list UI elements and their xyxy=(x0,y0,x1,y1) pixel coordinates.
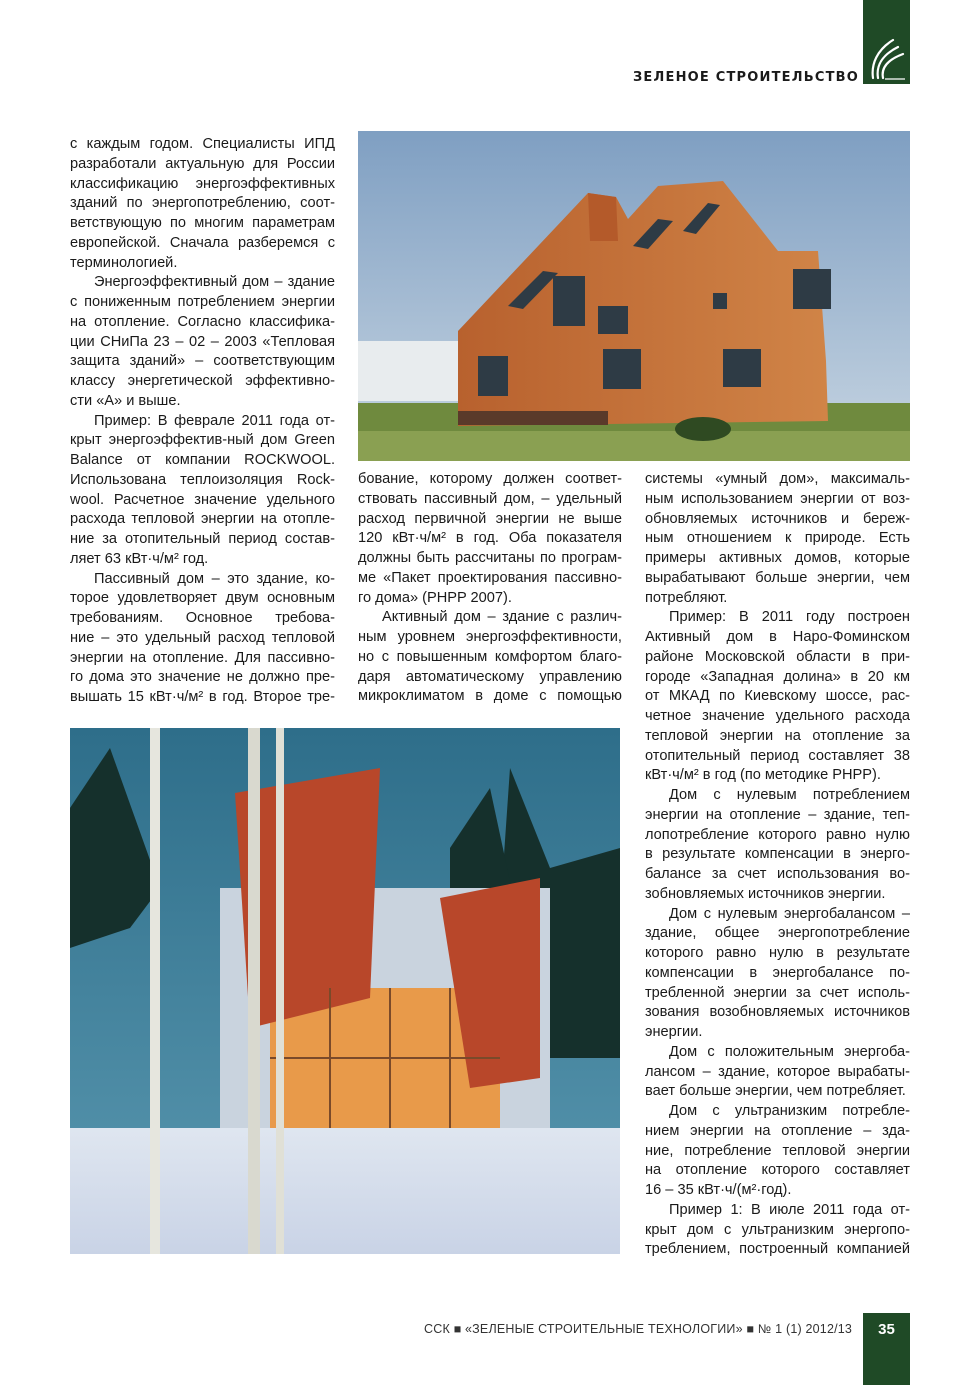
text-line: которого равно нулю в результате xyxy=(645,945,910,961)
text-line: компенсации в энергобалансе по- xyxy=(645,964,910,981)
text-line: тепловой энергии на отопление за xyxy=(645,727,910,744)
logo-icon xyxy=(863,0,910,84)
text-line: Balance от компании ROCKWOOL. xyxy=(70,452,335,468)
text-line: системы «умный дом», максималь- xyxy=(645,471,910,487)
text-line: разработали актуальную для России xyxy=(70,155,335,172)
text-line: классу энергетической эффективно- xyxy=(70,373,335,389)
text-line: Пример 1: В июле 2011 года от- xyxy=(669,1201,910,1218)
text-column-2 xyxy=(358,470,622,707)
text-line: Использована теплоизоляция Rock- xyxy=(70,471,335,488)
text-line: в результате компенсации в энерго- xyxy=(645,846,910,863)
text-line: Дом с нулевым потреблением xyxy=(669,787,910,803)
text-line: Дом с ультранизким потребле- xyxy=(669,1103,910,1119)
text-line: городе «Западная долина» в 20 км xyxy=(645,668,910,685)
text-line: на отопление. Согласно классифика- xyxy=(70,313,335,330)
text-line: энергии на отопление – здание, теп- xyxy=(645,806,910,823)
text-line: Активный дом в Наро-Фоминском xyxy=(645,629,910,645)
text-line: 120 кВт·ч/м² в год. Оба показателя xyxy=(358,530,622,547)
text-line: торое удовлетворяет двум основным xyxy=(70,590,335,607)
text-line: микроклиматом в доме с помощью xyxy=(358,688,622,705)
text-line: даря автоматическому управлению xyxy=(358,668,622,685)
photo-wooden-house xyxy=(358,131,910,461)
text-line: требованиям. Основное требова- xyxy=(70,610,335,626)
text-line: крыт энергоэффектив-ный дом Green xyxy=(70,432,335,449)
text-line: ным уровнем энергоэффективности, xyxy=(358,629,622,645)
page-number: 35 xyxy=(878,1321,895,1338)
text-line: бование, которому должен соответ- xyxy=(358,471,622,487)
text-line: районе Московской области в при- xyxy=(645,648,910,665)
text-line: энергии на отопление. Для пассивно- xyxy=(70,649,335,666)
text-line: требленной энергии за счет исполь- xyxy=(645,984,910,1001)
text-line: го дома это значение не должно пре- xyxy=(70,669,335,686)
text-line: нием энергии на отопление – зда- xyxy=(645,1122,910,1139)
text-line: лансом – здание, которое вырабаты- xyxy=(645,1063,910,1080)
text-line: ние за отопительный период состав- xyxy=(70,531,335,547)
text-line: вышать 15 кВт·ч/м² в год. Второе тре- xyxy=(70,689,335,705)
text-line: ме «Пакет проектирования пассивно- xyxy=(358,569,622,586)
text-line: лопотребление которого равно нулю xyxy=(645,826,910,843)
page-number-tab xyxy=(863,1313,910,1385)
text-line: ветствующую по многим параметрам xyxy=(70,215,335,231)
text-line: Пример: В 2011 году построен xyxy=(669,609,910,626)
text-line: потребляют. xyxy=(645,589,728,606)
text-line: классификацию энергоэффективных xyxy=(70,175,335,192)
text-line: ным использованием энергии от воз- xyxy=(645,490,910,507)
text-line: Пример: В феврале 2011 года от- xyxy=(94,412,335,429)
text-line: зобновляемых источников энергии. xyxy=(645,885,886,902)
text-column-1 xyxy=(70,135,335,708)
text-line: четное значение удельного расхода xyxy=(645,708,910,724)
text-line: терминологией. xyxy=(70,254,178,271)
text-line: энергии. xyxy=(645,1024,703,1040)
text-line: Энергоэффективный дом – здание xyxy=(94,274,335,291)
text-line: защита зданий» – соответствующим xyxy=(70,353,335,370)
photo-winter-house xyxy=(70,728,620,1254)
text-line: но с повышенным комфортом благо- xyxy=(358,648,622,665)
text-line: 16 – 35 кВт·ч/(м²·год). xyxy=(645,1182,792,1198)
section-tab xyxy=(863,0,910,84)
text-line: ние, потребление тепловой энергии xyxy=(645,1142,910,1159)
text-line: Активный дом – здание с различ- xyxy=(382,609,622,626)
text-line: должны быть рассчитаны по програм- xyxy=(358,550,622,566)
text-line: ным отношением к природе. Есть xyxy=(645,530,910,547)
text-line: примеры активных домов, которые xyxy=(645,550,910,566)
text-line: ции СНиПа 23 – 02 – 2003 «Тепловая xyxy=(70,333,335,350)
text-line: ствовать пассивный дом, – удельный xyxy=(358,490,622,507)
text-line: зования возобновляемых источников xyxy=(645,1004,910,1021)
text-line: обновляемых источников и береж- xyxy=(645,510,910,527)
text-line: wool. Расчетное значение удельного xyxy=(70,491,335,508)
text-line: ляет 63 кВт·ч/м² год. xyxy=(70,550,209,567)
text-line: Пассивный дом – это здание, ко- xyxy=(94,570,335,587)
text-line: ние – это удельный расход тепловой xyxy=(70,629,335,646)
text-line: с пониженным потреблением энергии xyxy=(70,294,335,310)
text-line: зданий по энергопотреблению, соот- xyxy=(70,195,335,212)
text-line: здание, общее энергопотребление xyxy=(645,925,910,942)
text-line: с каждым годом. Специалисты ИПД xyxy=(70,136,335,152)
text-line: расхода тепловой энергии на отопле- xyxy=(70,511,335,528)
text-line: балансе за счет использования во- xyxy=(645,866,910,882)
footer-publication-info: ССК ■ «ЗЕЛЕНЫЕ СТРОИТЕЛЬНЫЕ ТЕХНОЛОГИИ» ■ № 1 (1) 2012/13 xyxy=(424,1322,853,1336)
text-column-3 xyxy=(645,470,910,1260)
text-line: на отопление которого составляет xyxy=(645,1162,910,1179)
text-line: вырабатывают больше энергии, чем xyxy=(645,569,910,586)
text-line: сти «А» и выше. xyxy=(70,392,181,409)
text-line: го дома» (PHPP 2007). xyxy=(358,589,512,606)
text-line: вает больше энергии, чем потребляет. xyxy=(645,1083,906,1100)
text-line: расход первичной энергии не выше xyxy=(358,510,622,527)
section-title: ЗЕЛЕНОЕ СТРОИТЕЛЬСТВО xyxy=(633,70,860,85)
text-line: кВт·ч/м² в год (по методике PHPP). xyxy=(645,767,881,784)
text-line: от МКАД по Киевскому шоссе, рас- xyxy=(645,688,910,705)
text-line: европейской. Сначала разберемся с xyxy=(70,234,335,251)
text-line: Дом с положительным энергоба- xyxy=(669,1043,910,1060)
text-line: крыт дом с ультранизким энергопо- xyxy=(645,1221,910,1238)
text-line: треблением, построенный компанией xyxy=(645,1241,910,1258)
text-line: Дом с нулевым энергобалансом – xyxy=(669,905,910,922)
text-line: отопительный период составляет 38 xyxy=(645,747,910,764)
